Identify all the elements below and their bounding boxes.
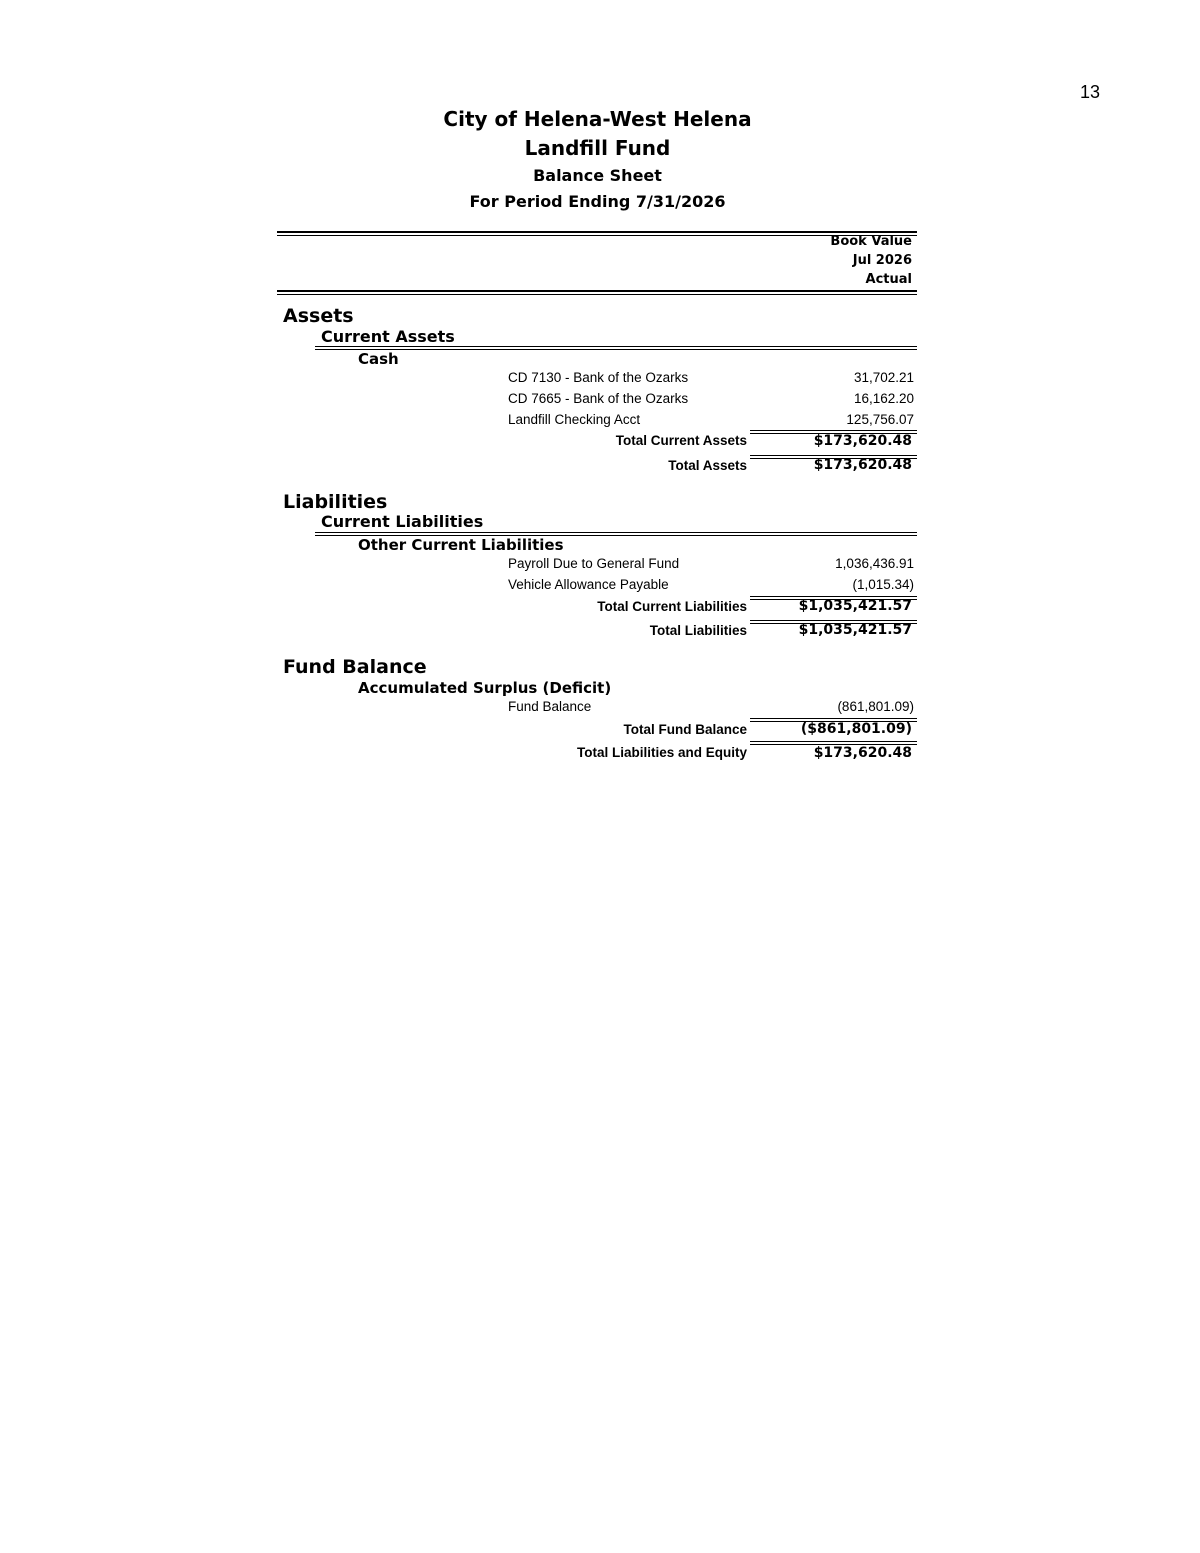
account-amount: (861,801.09) (837, 699, 914, 714)
report-entity: City of Helena-West Helena (443, 107, 752, 131)
account-amount: 1,036,436.91 (835, 556, 914, 571)
group-accumulated-surplus: Accumulated Surplus (Deficit) (358, 679, 612, 697)
group-other-current-liabilities: Other Current Liabilities (358, 536, 564, 554)
account-label: Fund Balance (508, 699, 592, 714)
group-cash: Cash (358, 350, 399, 368)
section-assets: Assets (283, 305, 354, 327)
report-period: For Period Ending 7/31/2026 (469, 192, 726, 211)
section-liabilities: Liabilities (283, 491, 388, 513)
total-current-assets-label: Total Current Assets (615, 433, 747, 448)
column-header-actual: Actual (865, 272, 912, 287)
total-liabilities-equity-amount: $173,620.48 (813, 745, 912, 761)
total-assets-amount: $173,620.48 (813, 457, 912, 473)
total-current-liabilities-label: Total Current Liabilities (597, 599, 747, 614)
report-fund: Landfill Fund (524, 136, 671, 160)
subsection-current-liabilities: Current Liabilities (321, 512, 484, 531)
current-assets-rule (315, 346, 917, 350)
subsection-current-assets: Current Assets (321, 327, 455, 346)
account-amount: 125,756.07 (846, 412, 914, 427)
total-fund-balance-label: Total Fund Balance (623, 722, 747, 737)
header-bottom-rule (277, 290, 917, 295)
account-amount: 16,162.20 (853, 391, 914, 406)
account-label: Landfill Checking Acct (508, 412, 641, 427)
total-assets-label: Total Assets (668, 458, 747, 473)
column-header-book-value: Book Value (830, 234, 912, 249)
total-fund-balance-amount: ($861,801.09) (800, 721, 912, 737)
account-amount: (1,015.34) (852, 577, 914, 592)
account-label: Vehicle Allowance Payable (508, 577, 669, 592)
total-current-liabilities-amount: $1,035,421.57 (798, 598, 912, 614)
header-top-rule (277, 231, 917, 236)
column-header-period: Jul 2026 (852, 253, 912, 268)
page-number: 13 (1079, 82, 1100, 102)
total-liabilities-label: Total Liabilities (649, 623, 747, 638)
account-label: Payroll Due to General Fund (508, 556, 680, 571)
account-label: CD 7665 - Bank of the Ozarks (508, 391, 689, 406)
total-current-assets-amount: $173,620.48 (813, 433, 912, 449)
account-amount: 31,702.21 (853, 370, 914, 385)
account-label: CD 7130 - Bank of the Ozarks (508, 370, 689, 385)
report-title: Balance Sheet (533, 166, 662, 185)
total-liabilities-equity-label: Total Liabilities and Equity (576, 745, 747, 760)
section-fund-balance: Fund Balance (283, 656, 427, 678)
total-liabilities-amount: $1,035,421.57 (798, 622, 912, 638)
